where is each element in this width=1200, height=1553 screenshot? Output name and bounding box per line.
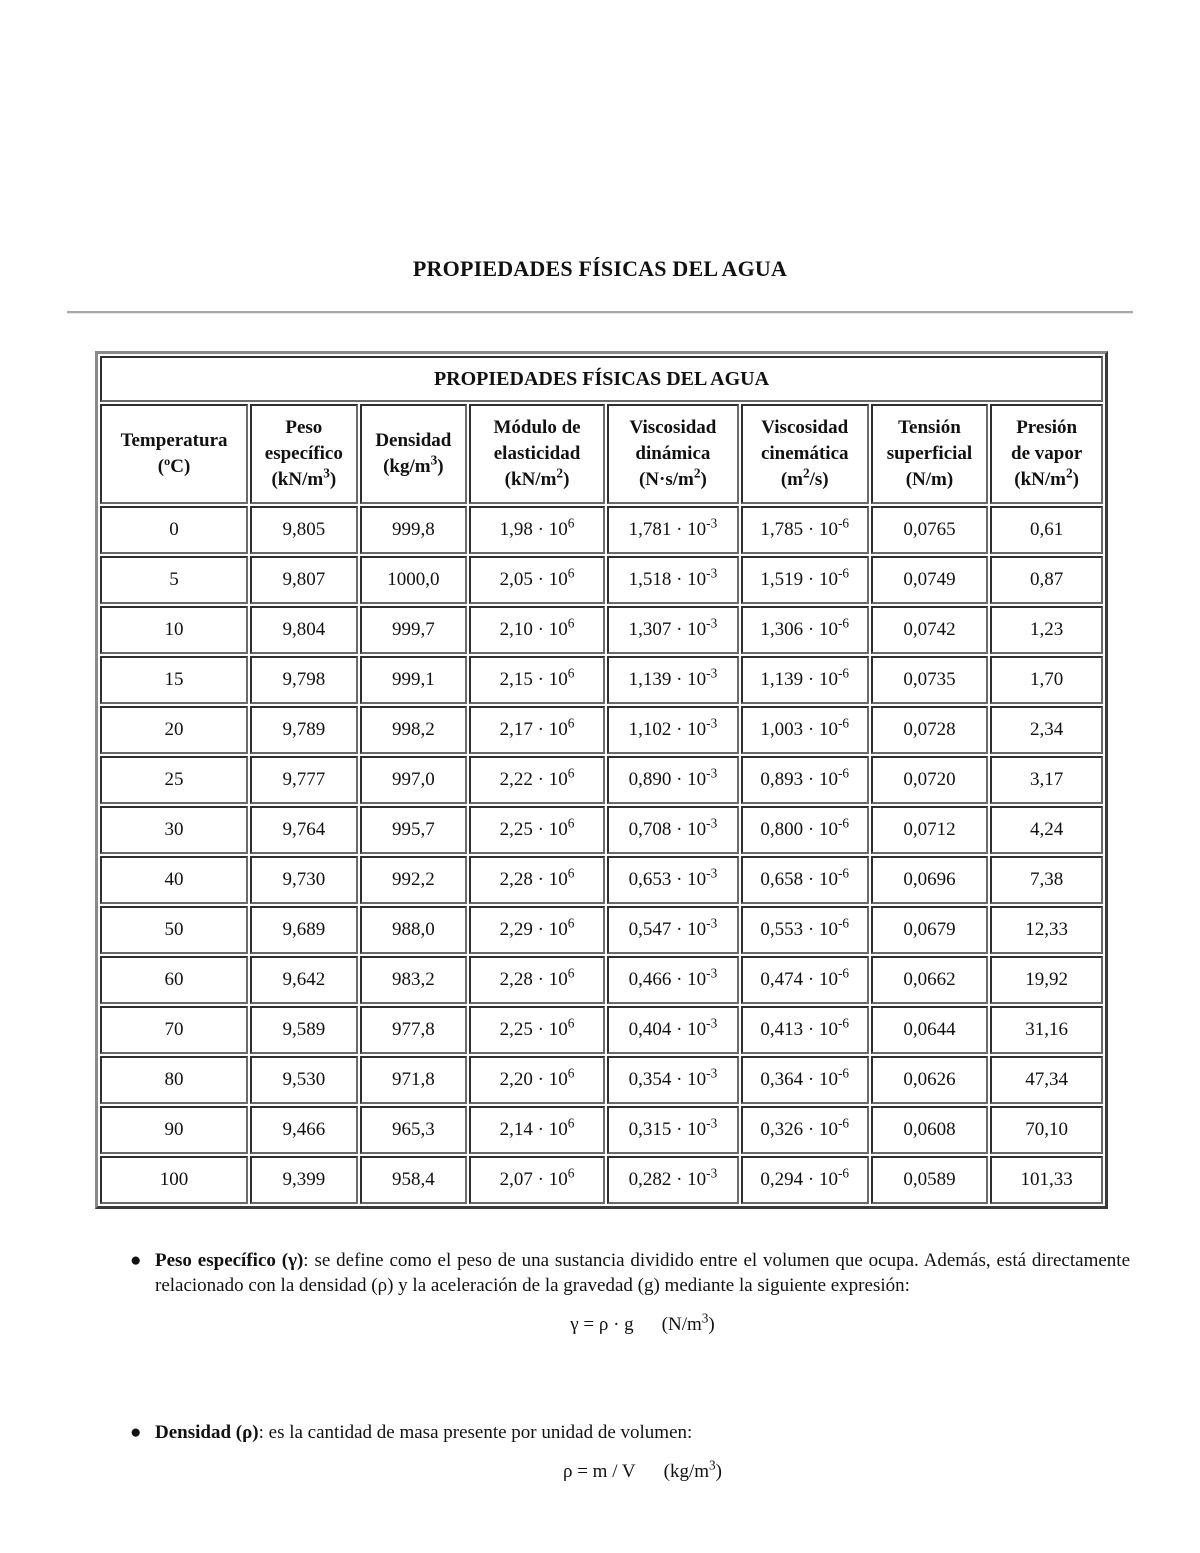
- table-cell: 999,1: [360, 656, 468, 704]
- table-cell: 25: [100, 756, 248, 804]
- table-cell: 15: [100, 656, 248, 704]
- table-cell: $1,139 \cdot 10^{-3}$: [607, 656, 739, 704]
- table-row: [100, 806, 1103, 854]
- table-row: [100, 856, 1103, 904]
- table-cell: 70,10: [990, 1106, 1103, 1154]
- table-cell: $1,102 \cdot 10^{-3}$: [607, 706, 739, 754]
- formula-expression: γ = ρ · g: [570, 1314, 634, 1335]
- table-cell: 20: [100, 706, 248, 754]
- table-cell: $0,413 \cdot 10^{-6}$: [741, 1006, 869, 1054]
- table-cell: 0,61: [990, 506, 1103, 554]
- table-cell: 40: [100, 856, 248, 904]
- table-cell: 9,530: [250, 1056, 358, 1104]
- formula: γ = ρ · g $(N/m^3)$: [570, 1310, 715, 1335]
- table-cell: 0,0589: [871, 1156, 989, 1204]
- table-cell: 9,589: [250, 1006, 358, 1054]
- table-cell: $2,20 \cdot 10^6$: [469, 1056, 605, 1104]
- table-cell: $1,98 \cdot 10^6$: [469, 506, 605, 554]
- table-cell: 4,24: [990, 806, 1103, 854]
- table-cell: 9,807: [250, 556, 358, 604]
- table-cell: 10: [100, 606, 248, 654]
- table-cell: 5: [100, 556, 248, 604]
- formula: ρ = m / V $(kg/m^3)$: [562, 1457, 722, 1482]
- table-cell: 30: [100, 806, 248, 854]
- table-cell: 988,0: [360, 906, 468, 954]
- table-cell: $0,653 \cdot 10^{-3}$: [607, 856, 739, 904]
- table-cell: $0,326 \cdot 10^{-6}$: [741, 1106, 869, 1154]
- table-cell: 0,0696: [871, 856, 989, 904]
- table-cell: 0: [100, 506, 248, 554]
- table-cell: $0,364 \cdot 10^{-6}$: [741, 1056, 869, 1104]
- table-row: [100, 1106, 1103, 1154]
- table-cell: $0,466 \cdot 10^{-3}$: [607, 956, 739, 1004]
- note-term: Densidad (ρ): [155, 1422, 259, 1443]
- table-cell: $2,25 \cdot 10^6$: [469, 806, 605, 854]
- bullet-icon: ●: [130, 1250, 142, 1271]
- table-cell: 9,399: [250, 1156, 358, 1204]
- table-cell: 100: [100, 1156, 248, 1204]
- note-term: Peso específico (γ): [155, 1250, 304, 1271]
- bullet-icon: ●: [130, 1422, 142, 1443]
- table-row: [100, 906, 1103, 954]
- table-cell: 3,17: [990, 756, 1103, 804]
- table-cell: 0,0728: [871, 706, 989, 754]
- table-cell: 992,2: [360, 856, 468, 904]
- table-cell: $0,282 \cdot 10^{-3}$: [607, 1156, 739, 1204]
- table-cell: $0,474 \cdot 10^{-6}$: [741, 956, 869, 1004]
- table-cell: $0,893 \cdot 10^{-6}$: [741, 756, 869, 804]
- table-row: [100, 606, 1103, 654]
- table-cell: $0,294 \cdot 10^{-6}$: [741, 1156, 869, 1204]
- table-cell: 0,0749: [871, 556, 989, 604]
- table-cell: 0,0742: [871, 606, 989, 654]
- table-row: [100, 556, 1103, 604]
- table-row: [100, 706, 1103, 754]
- table-cell: 0,0608: [871, 1106, 989, 1154]
- table-cell: 9,804: [250, 606, 358, 654]
- column-header: Tensión superficial (N/m): [871, 404, 989, 504]
- table-cell: 80: [100, 1056, 248, 1104]
- table-cell: 9,642: [250, 956, 358, 1004]
- column-header: Temperatura (ºC): [100, 404, 248, 504]
- table-cell: 47,34: [990, 1056, 1103, 1104]
- formula-expression: ρ = m / V: [562, 1461, 636, 1482]
- table-cell: 9,730: [250, 856, 358, 904]
- table-cell: $1,518 \cdot 10^{-3}$: [607, 556, 739, 604]
- table-cell: $2,25 \cdot 10^6$: [469, 1006, 605, 1054]
- table-row: [100, 956, 1103, 1004]
- table-cell: 1000,0: [360, 556, 468, 604]
- table-cell: 0,0679: [871, 906, 989, 954]
- table-cell: 70: [100, 1006, 248, 1054]
- table-cell: 12,33: [990, 906, 1103, 954]
- table-cell: $2,07 \cdot 10^6$: [469, 1156, 605, 1204]
- table-header-row: [100, 404, 1103, 504]
- table-cell: 90: [100, 1106, 248, 1154]
- table-caption: PROPIEDADES FÍSICAS DEL AGUA: [100, 356, 1103, 402]
- table-cell: 999,8: [360, 506, 468, 554]
- table-row: [100, 1056, 1103, 1104]
- table-cell: 9,777: [250, 756, 358, 804]
- column-header: Viscosidad dinámica $(N\cdot s/m^2)$: [607, 404, 739, 504]
- table-cell: 958,4: [360, 1156, 468, 1204]
- table-cell: 50: [100, 906, 248, 954]
- note-text: : es la cantidad de masa presente por unidad de volumen:: [258, 1422, 693, 1443]
- table-cell: 31,16: [990, 1006, 1103, 1054]
- table-cell: $0,708 \cdot 10^{-3}$: [607, 806, 739, 854]
- column-header: Módulo de elasticidad $(kN/m^2)$: [469, 404, 605, 504]
- table-cell: 1,70: [990, 656, 1103, 704]
- table-cell: $1,519 \cdot 10^{-6}$: [741, 556, 869, 604]
- table-cell: $0,890 \cdot 10^{-3}$: [607, 756, 739, 804]
- table-cell: 9,789: [250, 706, 358, 754]
- table-cell: 9,805: [250, 506, 358, 554]
- table-cell: 0,0662: [871, 956, 989, 1004]
- horizontal-rule: [67, 311, 1133, 314]
- table-cell: 998,2: [360, 706, 468, 754]
- table-body: [100, 506, 1103, 1204]
- table-cell: 971,8: [360, 1056, 468, 1104]
- table-cell: $2,05 \cdot 10^6$: [469, 556, 605, 604]
- table-cell: $0,315 \cdot 10^{-3}$: [607, 1106, 739, 1154]
- table-cell: $2,28 \cdot 10^6$: [469, 856, 605, 904]
- table-cell: $0,404 \cdot 10^{-3}$: [607, 1006, 739, 1054]
- column-header: Densidad $(kg/m^3)$: [360, 404, 468, 504]
- properties-table: [95, 351, 1108, 1209]
- table-row: [100, 1156, 1103, 1204]
- note-text: : se define como el peso de una sustancia dividido entre el volumen que ocupa. Además, está directamente relacionado con la densidad (ρ) y la aceleración de la gravedad (g) mediante la siguiente expresión:: [155, 1250, 1130, 1296]
- table-cell: 9,689: [250, 906, 358, 954]
- column-header: Presión de vapor $(kN/m^2)$: [990, 404, 1103, 504]
- table-cell: $0,658 \cdot 10^{-6}$: [741, 856, 869, 904]
- table-cell: 0,0712: [871, 806, 989, 854]
- table-cell: 0,87: [990, 556, 1103, 604]
- table-cell: 0,0735: [871, 656, 989, 704]
- table-cell: 0,0644: [871, 1006, 989, 1054]
- table-cell: 1,23: [990, 606, 1103, 654]
- table-cell: $1,307 \cdot 10^{-3}$: [607, 606, 739, 654]
- table-cell: $1,139 \cdot 10^{-6}$: [741, 656, 869, 704]
- table-cell: $0,800 \cdot 10^{-6}$: [741, 806, 869, 854]
- table-cell: 995,7: [360, 806, 468, 854]
- table-cell: $1,785 \cdot 10^{-6}$: [741, 506, 869, 554]
- page-title: PROPIEDADES FÍSICAS DEL AGUA: [412, 256, 788, 281]
- table-cell: 19,92: [990, 956, 1103, 1004]
- table-cell: $0,553 \cdot 10^{-6}$: [741, 906, 869, 954]
- table-cell: $2,10 \cdot 10^6$: [469, 606, 605, 654]
- table-cell: $2,15 \cdot 10^6$: [469, 656, 605, 704]
- formula-unit: (N/m: [661, 1314, 702, 1335]
- table-cell: 2,34: [990, 706, 1103, 754]
- table-cell: 983,2: [360, 956, 468, 1004]
- note-densidad: [130, 1420, 1130, 1484]
- table-cell: 999,7: [360, 606, 468, 654]
- table-cell: $2,17 \cdot 10^6$: [469, 706, 605, 754]
- column-header: Viscosidad cinemática $(m^2/s)$: [741, 404, 869, 504]
- table-cell: 101,33: [990, 1156, 1103, 1204]
- table-cell: $1,003 \cdot 10^{-6}$: [741, 706, 869, 754]
- table-cell: $1,306 \cdot 10^{-6}$: [741, 606, 869, 654]
- table-cell: 7,38: [990, 856, 1103, 904]
- column-header: Peso específico $(kN/m^3)$: [250, 404, 358, 504]
- formula-unit: (kg/m: [663, 1461, 710, 1482]
- table-cell: $2,14 \cdot 10^6$: [469, 1106, 605, 1154]
- table-row: [100, 656, 1103, 704]
- table-cell: $2,22 \cdot 10^6$: [469, 756, 605, 804]
- table-row: [100, 756, 1103, 804]
- table-row: [100, 506, 1103, 554]
- table-cell: $2,29 \cdot 10^6$: [469, 906, 605, 954]
- table-cell: $0,547 \cdot 10^{-3}$: [607, 906, 739, 954]
- table-cell: 0,0765: [871, 506, 989, 554]
- table-cell: $1,781 \cdot 10^{-3}$: [607, 506, 739, 554]
- table-cell: 60: [100, 956, 248, 1004]
- table-cell: 0,0626: [871, 1056, 989, 1104]
- table-cell: 965,3: [360, 1106, 468, 1154]
- table-cell: 997,0: [360, 756, 468, 804]
- note-peso-especifico: [130, 1248, 1130, 1337]
- table-row: [100, 1006, 1103, 1054]
- table-cell: 9,798: [250, 656, 358, 704]
- table-cell: 0,0720: [871, 756, 989, 804]
- table-cell: $0,354 \cdot 10^{-3}$: [607, 1056, 739, 1104]
- table-cell: 9,764: [250, 806, 358, 854]
- table-cell: 977,8: [360, 1006, 468, 1054]
- table-cell: $2,28 \cdot 10^6$: [469, 956, 605, 1004]
- table-cell: 9,466: [250, 1106, 358, 1154]
